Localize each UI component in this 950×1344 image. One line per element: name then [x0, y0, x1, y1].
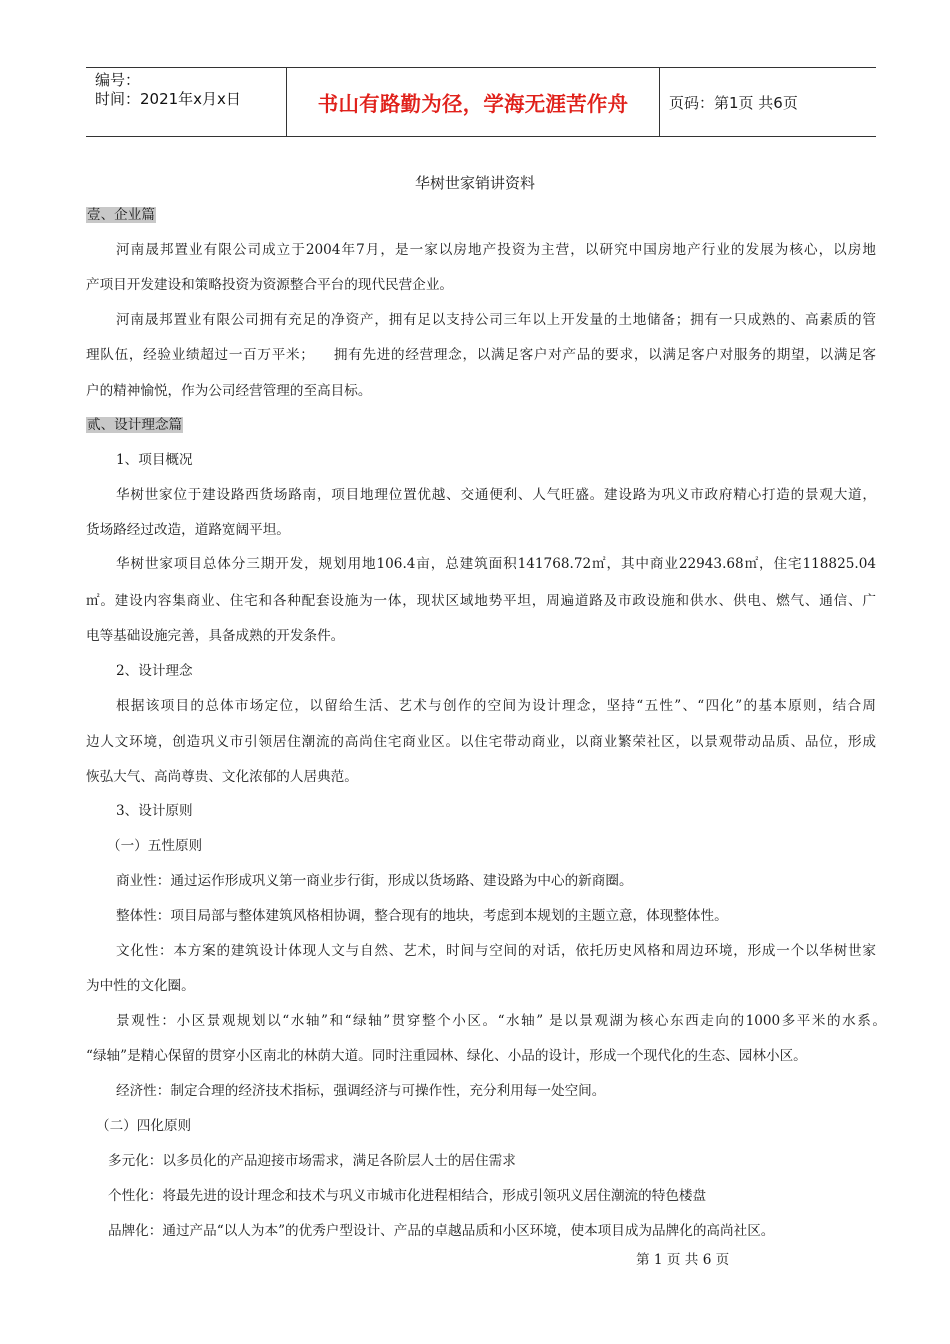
paragraph-line: 河南晟邦置业有限公司拥有充足的净资产，拥有足以支持公司三年以上开发量的土地储备；拥有一只成熟的、高素质的管 [116, 312, 876, 328]
paragraph-line: ㎡。建设内容集商业、住宅和各种配套设施为一体，现状区域地势平坦，周遍道路及市政设施和供水、供电、燃气、通信、广 [86, 593, 876, 609]
header-left-cell [86, 68, 286, 136]
paragraph-line: 为中性的文化圈。 [86, 978, 195, 994]
page-footer: 第 1 页 共 6 页 [636, 1252, 730, 1268]
header-motto: 书山有路勤为径，学海无涯苦作舟 [317, 92, 629, 116]
subheading: 1、项目概况 [116, 452, 193, 468]
subheading: 2、设计理念 [116, 663, 193, 679]
paragraph-line: 货场路经过改造，道路宽阔平坦。 [86, 522, 290, 538]
paragraph-line: 河南晟邦置业有限公司成立于2004年7月，是一家以房地产投资为主营，以研究中国房地产行业的发展为核心，以房地 [116, 242, 876, 258]
paragraph-line: 文化性：本方案的建筑设计体现人文与自然、艺术，时间与空间的对话，依托历史风格和周边环境，形成一个以华树世家 [116, 943, 876, 959]
paragraph-line: 华树世家位于建设路西货场路南，项目地理位置优越、交通便利、人气旺盛。建设路为巩义市政府精心打造的景观大道， [116, 487, 876, 503]
paragraph-line: 品牌化：通过产品“以人为本”的优秀户型设计、产品的卓越品质和小区环境，使本项目成为品牌化的高尚社区。 [108, 1223, 775, 1239]
paragraph-line: “绿轴”是精心保留的贯穿小区南北的林荫大道。同时注重园林、绿化、小品的设计，形成一个现代化的生态、园林小区。 [86, 1048, 807, 1064]
section-heading-text: 壹、企业篇 [87, 207, 155, 223]
paragraph-line: 经济性：制定合理的经济技术指标，强调经济与可操作性，充分利用每一处空间。 [116, 1083, 606, 1099]
paragraph-line: 电等基础设施完善，具备成熟的开发条件。 [86, 628, 345, 644]
paragraph-line: 恢弘大气、高尚尊贵、文化浓郁的人居典范。 [86, 769, 358, 785]
subheading: 3、设计原则 [116, 803, 193, 819]
page-header [86, 67, 876, 137]
paragraph-line: 理队伍，经验业绩超过一百万平米； 拥有先进的经营理念，以满足客户对产品的要求，以满足客户对服务的期望，以满足客 [86, 347, 876, 363]
header-page-info: 页码：第1页 共6页 [669, 93, 798, 112]
paragraph-line: 户的精神愉悦，作为公司经营管理的至高目标。 [86, 383, 372, 399]
paragraph-line: 整体性：项目局部与整体建筑风格相协调，整合现有的地块，考虑到本规划的主题立意，体现整体性。 [116, 908, 728, 924]
paragraph-line: 商业性：通过运作形成巩义第一商业步行街，形成以货场路、建设路为中心的新商圈。 [116, 873, 633, 889]
section-heading-text: 贰、设计理念篇 [87, 417, 183, 433]
header-motto-cell [286, 68, 660, 136]
document-time-label: 时间：2021年x月x日 [95, 90, 241, 108]
paragraph-line: 景观性：小区景观规划以“水轴”和“绿轴”贯穿整个小区。“水轴” 是以景观湖为核心东西走向的1000多平米的水系。 [116, 1013, 886, 1029]
paragraph-line: 根据该项目的总体市场定位，以留给生活、艺术与创作的空间为设计理念，坚持“五性”、“四化”的基本原则，结合周 [116, 698, 876, 714]
document-title: 华树世家销讲资料 [414, 174, 535, 192]
section-heading-design [86, 416, 183, 434]
subheading: （一）五性原则 [107, 838, 203, 854]
section-heading-company [86, 206, 156, 224]
paragraph-line: 产项目开发建设和策略投资为资源整合平台的现代民营企业。 [86, 277, 454, 293]
paragraph-line: 华树世家项目总体分三期开发，规划用地106.4亩，总建筑面积141768.72㎡，其中商业22943.68㎡，住宅118825.04 [116, 556, 876, 572]
document-number-label: 编号： [95, 71, 141, 89]
paragraph-line: 边人文环境，创造巩义市引领居住潮流的高尚住宅商业区。以住宅带动商业，以商业繁荣社区，以景观带动品质、品位，形成 [86, 734, 876, 750]
paragraph-line: 多元化：以多员化的产品迎接市场需求，满足各阶层人士的居住需求 [108, 1153, 516, 1169]
paragraph-line: 个性化：将最先进的设计理念和技术与巩义市城市化进程相结合，形成引领巩义居住潮流的特色楼盘 [108, 1188, 707, 1204]
header-page-cell [660, 68, 876, 136]
subheading: （二）四化原则 [96, 1118, 192, 1134]
